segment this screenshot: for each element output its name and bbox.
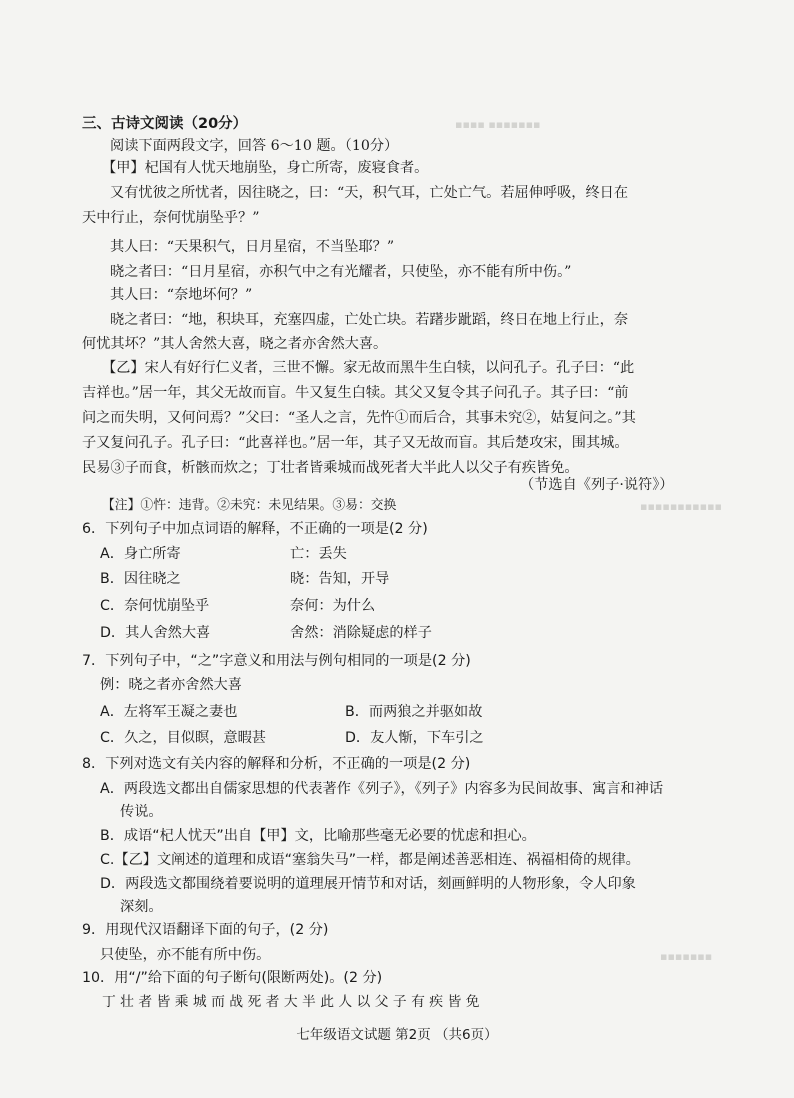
question-7-example: 例：晓之者亦舍然大喜 [100, 677, 242, 693]
passage-jia-line: 天中行止，奈何忧崩坠乎？” [82, 210, 260, 226]
page-footer: 七年级语文试题 第2页 （共6页） [296, 1027, 498, 1043]
question-6-option-d-gloss: 舍然：消除疑虑的样子 [290, 625, 432, 641]
passage-jia-line: 晓之者曰：“日月星宿，亦积气中之有光耀者，只使坠，亦不能有所中伤。” [110, 264, 572, 280]
question-9-stem: 9．用现代汉语翻译下面的句子，(2 分) [82, 922, 329, 938]
question-6-option-c: C．奈何忧崩坠乎 [100, 598, 210, 614]
passage-yi-line: 问之而失明，又何问焉？”父曰：“圣人之言，先忤①而后合，其事未究②，姑复问之。”其 [82, 410, 636, 426]
question-6-option-d: D．其人舍然大喜 [100, 625, 211, 641]
passage-jia-line: 何忧其坏？”其人舍然大喜，晓之者亦舍然大喜。 [82, 336, 388, 352]
passage-yi-line: 【乙】宋人有好行仁义者，三世不懈。家无故而黑牛生白犊，以问孔子。孔子曰：“此 [102, 360, 635, 376]
passage-source: （节选自《列子·说符》） [520, 477, 674, 493]
question-7-option-a: A．左将军王凝之妻也 [100, 704, 238, 720]
question-8-line: 深刻。 [120, 899, 163, 915]
question-9-sentence: 只使坠，亦不能有所中伤。 [100, 947, 271, 963]
question-10-stem: 10．用“/”给下面的句子断句(限断两处)。(2 分) [82, 970, 383, 986]
section-title: 三、古诗文阅读（20分） [82, 116, 248, 132]
passage-jia-line: 晓之者曰：“地，积块耳，充塞四虚，亡处亡块。若躇步跐蹈，终日在地上行止，奈 [110, 312, 629, 328]
question-7-option-c: C．久之，目似瞑，意暇甚 [100, 730, 266, 746]
passage-yi-line: 子又复问孔子。孔子曰：“此喜祥也。”居一年，其子又无故而盲。其后楚攻宋，围其城。 [82, 435, 629, 451]
passage-jia-line: 又有忧彼之所忧者，因往晓之，曰：“天，积气耳，亡处亡气。若屈伸呼吸，终日在 [110, 185, 629, 201]
question-8-line: A．两段选文都出自儒家思想的代表著作《列子》，《列子》内容多为民间故事、寓言和神话 [100, 781, 664, 797]
section-instruction: 阅读下面两段文字，回答 6～10 题。（10分） [110, 138, 399, 154]
passage-note: 【注】①忤：违背。②未究：未见结果。③易：交换 [102, 498, 397, 513]
question-8-line: 传说。 [120, 804, 163, 820]
question-7-option-b: B．而两狼之并驱如故 [345, 704, 483, 720]
bleed-through-mark: ▪▪▪▪▪▪▪▪▪▪▪ [640, 500, 723, 513]
passage-jia-line: 其人曰：“天果积气，日月星宿，不当坠耶？” [110, 239, 395, 255]
question-7-option-d: D．友人惭，下车引之 [345, 730, 484, 746]
question-6-option-a: A．身亡所寄 [100, 546, 181, 562]
question-8-line: C.【乙】文阐述的道理和成语“塞翁失马”一样，都是阐述善恶相连、祸福相倚的规律。 [100, 852, 640, 868]
question-7-stem: 7．下列句子中，“之”字意义和用法与例句相同的一项是(2 分) [82, 653, 471, 669]
bleed-through-mark: ▪▪▪▪ ▪▪▪▪▪▪▪ [455, 118, 541, 131]
question-8-line: B．成语“杞人忧天”出自【甲】文，比喻那些毫无必要的忧虑和担心。 [100, 828, 536, 844]
passage-jia-line: 其人曰：“奈地坏何？” [110, 287, 253, 303]
question-6-option-a-gloss: 亡：丢失 [290, 546, 347, 562]
passage-jia-line: 【甲】杞国有人忧天地崩坠，身亡所寄，废寝食者。 [102, 160, 429, 176]
question-6-option-c-gloss: 奈何：为什么 [290, 598, 376, 614]
question-6-stem: 6．下列句子中加点词语的解释，不正确的一项是(2 分) [82, 521, 428, 537]
passage-yi-line: 吉祥也。”居一年，其父无故而盲。牛又复生白犊。其父又复令其子问孔子。其子曰：“前 [82, 385, 629, 401]
bleed-through-mark: ▪▪▪▪▪▪▪ [660, 950, 713, 963]
question-8-stem: 8．下列对选文有关内容的解释和分析，不正确的一项是(2 分) [82, 756, 471, 772]
passage-yi-line: 民易③子而食，析骸而炊之；丁壮者皆乘城而战死者大半此人以父子有疾皆免。 [82, 460, 579, 476]
question-6-option-b: B．因往晓之 [100, 571, 181, 587]
question-6-option-b-gloss: 晓：告知，开导 [290, 571, 390, 587]
question-10-sentence: 丁 壮 者 皆 乘 城 而 战 死 者 大 半 此 人 以 父 子 有 疾 皆 免 [102, 994, 480, 1010]
question-8-line: D．两段选文都围绕着要说明的道理展开情节和对话，刻画鲜明的人物形象，令人印象 [100, 876, 636, 892]
